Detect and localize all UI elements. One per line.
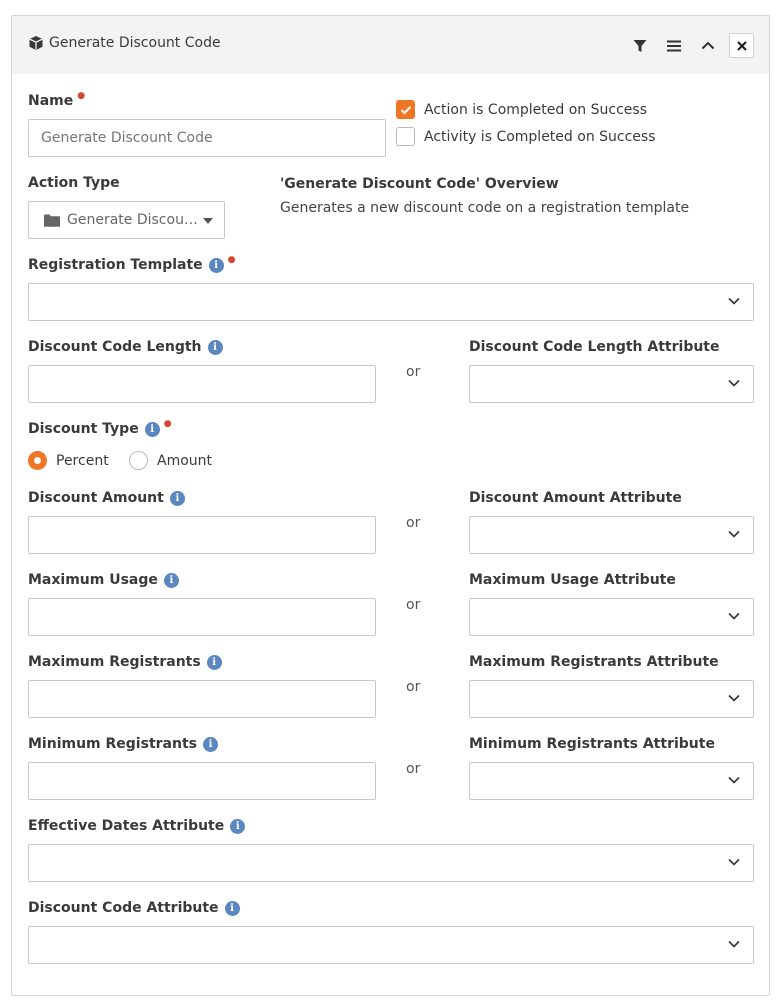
chevron-down-icon	[728, 612, 740, 620]
info-icon[interactable]: i	[209, 258, 224, 273]
discount-amount-attribute-label: Discount Amount Attribute	[469, 490, 682, 506]
percent-radio[interactable]	[28, 451, 47, 470]
or-text: or	[406, 679, 421, 695]
maximum-usage-label	[28, 572, 179, 588]
or-text: or	[406, 515, 421, 531]
registration-template-label-text: Registration Template	[28, 257, 203, 273]
chevron-down-icon	[728, 694, 740, 702]
info-icon[interactable]: i	[225, 901, 240, 916]
or-text: or	[406, 597, 421, 613]
action-type-value: Generate Discou…	[67, 212, 198, 228]
required-indicator: ●	[163, 419, 172, 429]
effective-dates-label-text: Effective Dates Attribute	[28, 818, 225, 834]
chevron-down-icon	[728, 858, 740, 866]
menu-icon	[667, 40, 681, 52]
chevron-down-icon	[728, 530, 740, 538]
maximum-usage-input[interactable]	[28, 598, 376, 636]
maximum-registrants-input[interactable]	[28, 680, 376, 718]
chevron-up-icon	[701, 41, 715, 50]
maximum-registrants-label	[28, 654, 222, 670]
percent-label: Percent	[56, 452, 109, 469]
name-input[interactable]	[28, 119, 386, 157]
checkmark-icon	[400, 105, 412, 115]
filter-button[interactable]	[627, 33, 652, 58]
info-icon[interactable]: i	[164, 573, 179, 588]
chevron-down-icon	[728, 940, 740, 948]
effective-dates-label	[28, 818, 245, 834]
action-completed-label: Action is Completed on Success	[424, 101, 647, 118]
minimum-registrants-label-text: Minimum Registrants	[28, 736, 197, 752]
maximum-usage-attribute-select[interactable]	[469, 598, 754, 636]
minimum-registrants-attribute-label: Minimum Registrants Attribute	[469, 736, 715, 752]
activity-completed-option[interactable]	[396, 127, 656, 146]
discount-amount-label-text: Discount Amount	[28, 490, 164, 506]
registration-template-select[interactable]	[28, 283, 754, 321]
action-completed-checkbox[interactable]	[396, 100, 415, 119]
discount-amount-input[interactable]	[28, 516, 376, 554]
maximum-registrants-label-text: Maximum Registrants	[28, 654, 201, 670]
discount-code-length-label-text: Discount Code Length	[28, 339, 202, 355]
required-indicator: ●	[227, 255, 236, 265]
action-type-label	[28, 175, 120, 191]
action-type-picker[interactable]	[28, 201, 225, 239]
action-completed-option[interactable]	[396, 100, 647, 119]
panel-header	[12, 16, 769, 74]
discount-amount-attribute-select[interactable]	[469, 516, 754, 554]
panel-title	[28, 35, 221, 51]
info-icon[interactable]: i	[145, 422, 160, 437]
close-icon	[737, 41, 747, 51]
discount-type-label	[28, 421, 172, 437]
close-button[interactable]	[729, 33, 754, 58]
info-icon[interactable]: i	[208, 340, 223, 355]
collapse-button[interactable]	[695, 33, 720, 58]
discount-code-length-attribute-label: Discount Code Length Attribute	[469, 339, 720, 355]
activity-completed-label: Activity is Completed on Success	[424, 128, 656, 145]
discount-type-percent-option[interactable]	[28, 451, 109, 470]
info-icon[interactable]: i	[207, 655, 222, 670]
chevron-down-icon	[728, 297, 740, 305]
discount-amount-label	[28, 490, 185, 506]
name-label-text: Name	[28, 93, 74, 109]
or-text: or	[406, 364, 421, 380]
discount-code-attribute-label	[28, 900, 240, 916]
registration-template-label	[28, 257, 236, 273]
caret-down-icon	[203, 218, 213, 224]
required-indicator: ●	[77, 91, 86, 101]
or-text: or	[406, 761, 421, 777]
discount-code-length-label	[28, 339, 223, 355]
info-icon[interactable]: i	[203, 737, 218, 752]
minimum-registrants-attribute-select[interactable]	[469, 762, 754, 800]
folder-icon	[44, 214, 60, 227]
overview-description: Generates a new discount code on a registration template	[280, 200, 690, 216]
maximum-registrants-attribute-select[interactable]	[469, 680, 754, 718]
discount-code-length-input[interactable]	[28, 365, 376, 403]
filter-icon	[633, 39, 647, 53]
maximum-usage-label-text: Maximum Usage	[28, 572, 158, 588]
discount-code-length-attribute-select[interactable]	[469, 365, 754, 403]
panel-title-text: Generate Discount Code	[49, 35, 221, 51]
maximum-usage-attribute-label: Maximum Usage Attribute	[469, 572, 676, 588]
effective-dates-attribute-select[interactable]	[28, 844, 754, 882]
minimum-registrants-input[interactable]	[28, 762, 376, 800]
discount-type-label-text: Discount Type	[28, 421, 139, 437]
chevron-down-icon	[728, 776, 740, 784]
menu-button[interactable]	[661, 33, 686, 58]
discount-code-attribute-label-text: Discount Code Attribute	[28, 900, 219, 916]
info-icon[interactable]: i	[230, 819, 245, 834]
overview-title: 'Generate Discount Code' Overview	[280, 176, 559, 192]
cube-icon	[28, 35, 44, 51]
activity-completed-checkbox[interactable]	[396, 127, 415, 146]
action-type-label-text: Action Type	[28, 175, 120, 191]
maximum-registrants-attribute-label: Maximum Registrants Attribute	[469, 654, 719, 670]
name-label	[28, 93, 85, 109]
amount-radio[interactable]	[129, 451, 148, 470]
discount-code-attribute-select[interactable]	[28, 926, 754, 964]
chevron-down-icon	[728, 379, 740, 387]
discount-type-amount-option[interactable]	[129, 451, 212, 470]
minimum-registrants-label	[28, 736, 218, 752]
info-icon[interactable]: i	[170, 491, 185, 506]
amount-label: Amount	[157, 452, 213, 469]
